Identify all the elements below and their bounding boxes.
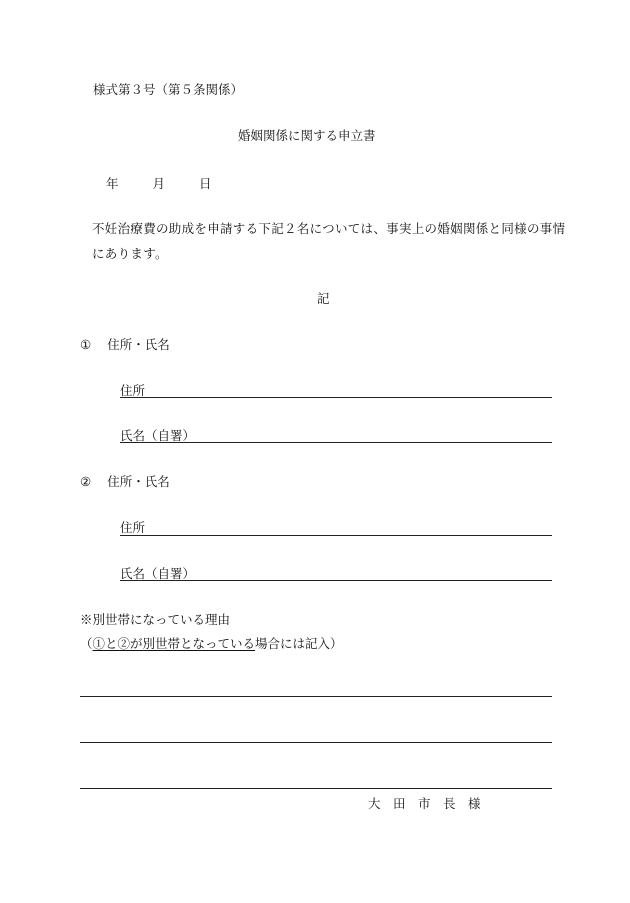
reason-note-open: （ [80,636,93,651]
reason-note-underlined: ①と②が別世帯となっている [92,636,256,651]
reason-note [80,636,343,651]
person-2-address-line[interactable] [120,535,552,536]
reason-line-1[interactable] [80,696,552,697]
person-2-address-label: 住所 [120,520,146,535]
person-2-name-label: 氏名（自署） [120,566,196,581]
person-1-heading-label: 住所・氏名 [107,337,170,352]
date-year: 年 [106,176,119,191]
statement-text: 不妊治療費の助成を申請する下記２名については、事実上の婚姻関係と同様の事情にあります。 [92,221,566,261]
person-1-name-line[interactable] [120,442,552,443]
date-line [106,176,212,191]
document-title: 婚姻関係に関する申立書 [238,128,376,143]
person-1-heading [80,337,170,352]
date-month: 月 [152,176,166,191]
person-2-heading [80,474,170,489]
person-2-heading-label: 住所・氏名 [107,474,170,489]
addressee: 大 田 市 長 様 [368,796,481,811]
person-2-number: ② [80,474,92,489]
person-1-address-line[interactable] [120,397,552,398]
person-1-number: ① [80,337,92,352]
person-1-name-label: 氏名（自署） [120,428,196,443]
ki-heading: 記 [317,291,330,306]
person-1-address-label: 住所 [120,383,146,398]
reason-line-3[interactable] [80,788,552,789]
reason-line-2[interactable] [80,742,552,743]
reason-heading: ※別世帯になっている理由 [80,612,231,627]
person-2-name-line[interactable] [120,580,552,581]
date-day: 日 [199,176,212,191]
reason-note-rest: 場合には記入） [255,636,343,651]
form-number: 様式第３号（第５条関係） [93,82,244,97]
